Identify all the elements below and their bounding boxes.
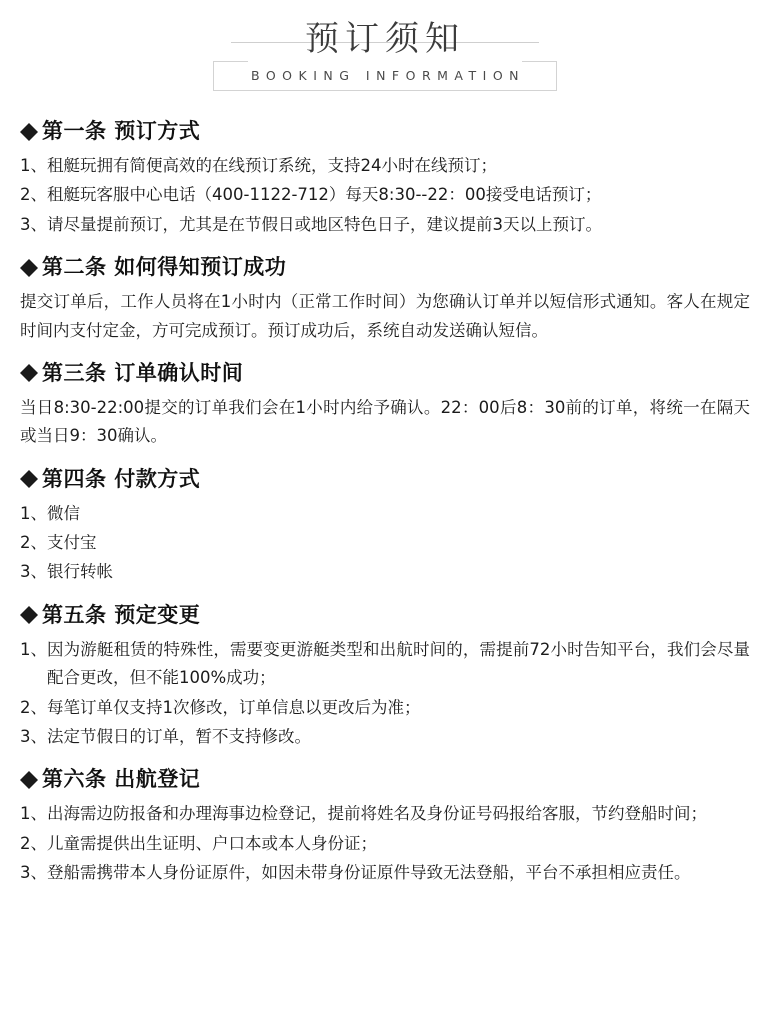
section-paragraph: 提交订单后，工作人员将在1小时内（正常工作时间）为您确认订单并以短信形式通知。客人在规定时间内支付定金，方可完成预订。预订成功后，系统自动发送确认短信。 xyxy=(20,292,750,340)
page-subtitle: BOOKING INFORMATION xyxy=(250,68,526,84)
section xyxy=(14,602,756,752)
list-item-number: 2、 xyxy=(20,697,47,717)
section xyxy=(14,257,756,345)
list-item xyxy=(20,830,750,858)
diamond-bullet-icon xyxy=(20,114,38,132)
section-list xyxy=(20,636,750,752)
list-item-text: 儿童需提供出生证明、户口本或本人身份证； xyxy=(47,833,377,853)
list-item-number: 2、 xyxy=(20,185,47,205)
list-item-number: 3、 xyxy=(20,726,47,746)
list-item xyxy=(20,723,750,751)
list-item xyxy=(20,800,750,828)
section-title: 第一条 预订方式 xyxy=(42,119,201,144)
list-item xyxy=(20,500,750,528)
diamond-bullet-icon xyxy=(20,762,38,780)
list-item-text: 租艇玩客服中心电话（400-1122-712）每天8:30--22：00接受电话预订； xyxy=(47,185,602,205)
subtitle-box xyxy=(213,61,557,91)
diamond-bullet-icon xyxy=(20,597,38,615)
section-heading xyxy=(20,360,750,385)
list-item-text: 法定节假日的订单，暂不支持修改。 xyxy=(47,726,311,746)
sections-container xyxy=(14,121,756,887)
list-item xyxy=(20,181,750,209)
list-item-number: 3、 xyxy=(20,863,47,883)
list-item xyxy=(20,529,750,557)
list-item-text: 每笔订单仅支持1次修改，订单信息以更改后为准； xyxy=(47,697,421,717)
section xyxy=(14,360,756,451)
section-list xyxy=(20,800,750,887)
list-item-text: 出海需边防报备和办理海事边检登记，提前将姓名及身份证号码报给客服，节约登船时间； xyxy=(47,804,707,824)
list-item-number: 1、 xyxy=(20,639,47,659)
section-heading xyxy=(20,466,750,491)
section xyxy=(14,121,756,239)
list-item xyxy=(20,859,750,887)
list-item-text: 微信 xyxy=(47,503,80,523)
section-title: 第四条 付款方式 xyxy=(42,466,201,491)
list-item-number: 1、 xyxy=(20,503,47,523)
section-list xyxy=(20,152,750,239)
section-heading xyxy=(20,257,750,278)
list-item-number: 2、 xyxy=(20,833,47,853)
section-heading xyxy=(20,769,750,790)
list-item-number: 1、 xyxy=(20,804,47,824)
list-item xyxy=(20,558,750,586)
list-item-text: 支付宝 xyxy=(47,533,97,553)
list-item xyxy=(20,636,750,693)
section-heading xyxy=(20,602,750,627)
section-title: 第五条 预定变更 xyxy=(42,602,201,627)
list-item xyxy=(20,694,750,722)
section-title: 第三条 订单确认时间 xyxy=(42,360,244,385)
document-header xyxy=(14,14,756,103)
title-wrap xyxy=(231,20,539,59)
section-paragraph: 当日8:30-22:00提交的订单我们会在1小时内给予确认。22：00后8：30前的订单，将统一在隔天或当日9：30确认。 xyxy=(20,397,750,446)
section xyxy=(14,769,756,887)
diamond-bullet-icon xyxy=(20,461,38,479)
list-item-number: 1、 xyxy=(20,156,47,176)
list-item xyxy=(20,211,750,239)
list-item-text: 请尽量提前预订，尤其是在节假日或地区特色日子，建议提前3天以上预订。 xyxy=(47,214,602,234)
list-item-text: 登船需携带本人身份证原件，如因未带身份证原件导致无法登船，平台不承担相应责任。 xyxy=(47,863,691,883)
diamond-bullet-icon xyxy=(20,250,38,268)
diamond-bullet-icon xyxy=(20,355,38,373)
section-list xyxy=(20,500,750,587)
list-item-number: 3、 xyxy=(20,562,47,582)
section xyxy=(14,466,756,587)
list-item-number: 3、 xyxy=(20,214,47,234)
list-item-number: 2、 xyxy=(20,533,47,553)
section-title: 第二条 如何得知预订成功 xyxy=(42,255,287,280)
list-item-text: 因为游艇租赁的特殊性，需要变更游艇类型和出航时间的，需提前72小时告知平台，我们会尽量配合更改，但不能100%成功； xyxy=(47,639,750,688)
section-title: 第六条 出航登记 xyxy=(42,767,201,792)
list-item-text: 银行转帐 xyxy=(47,562,113,582)
section-heading xyxy=(20,121,750,142)
page-title: 预订须知 xyxy=(305,19,465,59)
list-item xyxy=(20,152,750,180)
list-item-text: 租艇玩拥有简便高效的在线预订系统，支持24小时在线预订； xyxy=(47,156,497,176)
